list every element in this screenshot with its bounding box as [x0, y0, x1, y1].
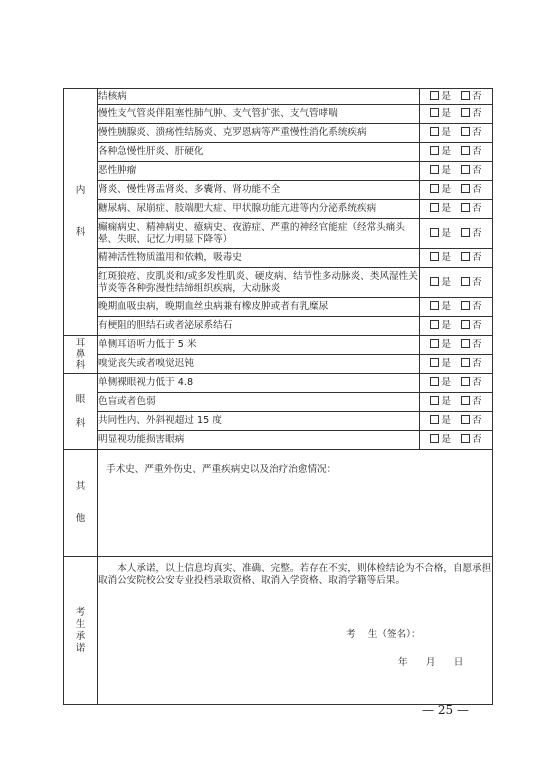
- table-row: [64, 162, 493, 181]
- yes-no-checkbox-group[interactable]: 是 否: [420, 393, 493, 412]
- medical-declaration-table: [63, 88, 493, 705]
- item-label: 红斑狼疮、皮肌炎和/或多发性肌炎、硬皮病、结节性多动脉炎、类风湿性关节炎等各种弥漫性结缔组织疾病，大动脉炎: [98, 268, 420, 298]
- date-field[interactable]: 年 月 日: [398, 657, 464, 668]
- checkbox-icon[interactable]: [461, 339, 470, 348]
- checkbox-icon[interactable]: [430, 396, 439, 405]
- yes-no-checkbox-group[interactable]: 是 否: [420, 431, 493, 450]
- item-label: 慢性支气管炎伴阻塞性肺气肿、支气管扩张、支气管哮喘: [98, 105, 420, 124]
- item-label: 慢性胰腺炎、溃疡性结肠炎、克罗恩病等严重慢性消化系统疾病: [98, 124, 420, 143]
- yes-no-checkbox-group[interactable]: 是 否: [420, 219, 493, 249]
- category-label: 考生承诺: [75, 606, 86, 654]
- other-history-field[interactable]: [98, 450, 493, 557]
- yes-no-checkbox-group[interactable]: 是 否: [420, 200, 493, 219]
- table-row: [64, 249, 493, 268]
- checkbox-icon[interactable]: [461, 91, 470, 100]
- table-row: [64, 143, 493, 162]
- table-row: [64, 374, 493, 393]
- item-label: 精神活性物质滥用和依赖，吸毒史: [98, 249, 420, 268]
- checkbox-icon[interactable]: [430, 415, 439, 424]
- category-internal: [64, 89, 98, 336]
- table-row: [64, 557, 493, 705]
- category-label: 眼 科: [75, 393, 86, 429]
- yes-no-checkbox-group[interactable]: 是 否: [420, 162, 493, 181]
- table-row: [64, 412, 493, 431]
- item-label: 明显视功能损害眼病: [98, 431, 420, 450]
- checkbox-icon[interactable]: [430, 203, 439, 212]
- item-label: 有梗阻的胆结石或者泌尿系结石: [98, 317, 420, 336]
- checkbox-icon[interactable]: [430, 339, 439, 348]
- checkbox-icon[interactable]: [430, 277, 439, 286]
- promise-text: 本人承诺，以上信息均真实、准确、完整。若存在不实，则体检结论为不合格，自愿承担取消公安院校公安专业投档录取资格、取消入学资格、取消学籍等后果。: [98, 563, 492, 586]
- yes-no-checkbox-group[interactable]: 是 否: [420, 298, 493, 317]
- yes-no-checkbox-group[interactable]: 是 否: [420, 374, 493, 393]
- yes-no-checkbox-group[interactable]: 是 否: [420, 181, 493, 200]
- table-row: [64, 200, 493, 219]
- yes-no-checkbox-group[interactable]: 是 否: [420, 124, 493, 143]
- yes-no-checkbox-group[interactable]: 是 否: [420, 336, 493, 355]
- checkbox-icon[interactable]: [461, 396, 470, 405]
- promise-section: [98, 557, 493, 705]
- checkbox-icon[interactable]: [461, 165, 470, 174]
- checkbox-icon[interactable]: [430, 377, 439, 386]
- item-label: 恶性肿瘤: [98, 162, 420, 181]
- item-label: 单侧耳语听力低于 5 米: [98, 336, 420, 355]
- checkbox-icon[interactable]: [461, 203, 470, 212]
- yes-no-checkbox-group[interactable]: 是 否: [420, 412, 493, 431]
- checkbox-icon[interactable]: [461, 301, 470, 310]
- checkbox-icon[interactable]: [430, 320, 439, 329]
- category-label: 其 他: [75, 481, 86, 524]
- item-label: 晚期血吸虫病，晚期血丝虫病兼有橡皮肿或者有乳糜尿: [98, 298, 420, 317]
- category-label: 耳鼻科: [75, 337, 86, 371]
- category-eye: [64, 374, 98, 450]
- checkbox-icon[interactable]: [461, 108, 470, 117]
- item-label: 肾炎、慢性肾盂肾炎、多囊肾、肾功能不全: [98, 181, 420, 200]
- checkbox-icon[interactable]: [461, 252, 470, 261]
- checkbox-icon[interactable]: [461, 228, 470, 237]
- table-row: [64, 450, 493, 557]
- page-number: — 25 —: [422, 703, 469, 717]
- item-label: 各种急慢性肝炎、肝硬化: [98, 143, 420, 162]
- checkbox-icon[interactable]: [430, 434, 439, 443]
- item-label: 色盲或者色弱: [98, 393, 420, 412]
- checkbox-icon[interactable]: [461, 434, 470, 443]
- checkbox-icon[interactable]: [430, 358, 439, 367]
- checkbox-icon[interactable]: [430, 146, 439, 155]
- yes-no-checkbox-group[interactable]: 是 否: [420, 143, 493, 162]
- checkbox-icon[interactable]: [461, 377, 470, 386]
- table-row: [64, 105, 493, 124]
- yes-no-checkbox-group[interactable]: 是 否: [420, 268, 493, 298]
- checkbox-icon[interactable]: [461, 184, 470, 193]
- checkbox-icon[interactable]: [461, 146, 470, 155]
- checkbox-icon[interactable]: [461, 358, 470, 367]
- table-row: [64, 298, 493, 317]
- yes-no-checkbox-group[interactable]: 是 否: [420, 89, 493, 105]
- checkbox-icon[interactable]: [461, 277, 470, 286]
- checkbox-icon[interactable]: [461, 415, 470, 424]
- checkbox-icon[interactable]: [430, 301, 439, 310]
- checkbox-icon[interactable]: [430, 184, 439, 193]
- item-label: 共同性内、外斜视超过 15 度: [98, 412, 420, 431]
- table-row: [64, 317, 493, 336]
- item-label: 癫痫病史、精神病史、癔病史、夜游症、严重的神经官能症（经常头痛头晕、失眠、记忆力明显下降等）: [98, 219, 420, 249]
- checkbox-icon[interactable]: [430, 228, 439, 237]
- item-label: 嗅觉丧失或者嗅觉迟钝: [98, 355, 420, 374]
- checkbox-icon[interactable]: [430, 165, 439, 174]
- yes-no-checkbox-group[interactable]: 是 否: [420, 249, 493, 268]
- signature-field[interactable]: 考 生（签名）：: [346, 629, 421, 640]
- checkbox-icon[interactable]: [430, 91, 439, 100]
- other-history-label: 手术史、严重外伤史、严重疾病史以及治疗治愈情况：: [106, 464, 337, 475]
- item-label: 结核病: [98, 89, 420, 105]
- table-row: [64, 89, 493, 105]
- checkbox-icon[interactable]: [430, 108, 439, 117]
- yes-no-checkbox-group[interactable]: 是 否: [420, 355, 493, 374]
- item-label: 单侧裸眼视力低于 4.8: [98, 374, 420, 393]
- checkbox-icon[interactable]: [430, 252, 439, 261]
- checkbox-icon[interactable]: [461, 320, 470, 329]
- checkbox-icon[interactable]: [461, 127, 470, 136]
- table-row: [64, 336, 493, 355]
- category-promise: [64, 557, 98, 705]
- table-row: [64, 355, 493, 374]
- table-row: [64, 219, 493, 249]
- table-row: [64, 268, 493, 298]
- table-row: [64, 181, 493, 200]
- table-row: [64, 431, 493, 450]
- yes-no-checkbox-group[interactable]: 是 否: [420, 317, 493, 336]
- checkbox-icon[interactable]: [430, 127, 439, 136]
- table-row: [64, 124, 493, 143]
- category-other: [64, 450, 98, 557]
- item-label: 糖尿病、尿崩症、肢端肥大症、甲状腺功能亢进等内分泌系统疾病: [98, 200, 420, 219]
- yes-no-checkbox-group[interactable]: 是 否: [420, 105, 493, 124]
- table-row: [64, 393, 493, 412]
- category-label: 内 科: [75, 185, 86, 238]
- category-ent: [64, 336, 98, 374]
